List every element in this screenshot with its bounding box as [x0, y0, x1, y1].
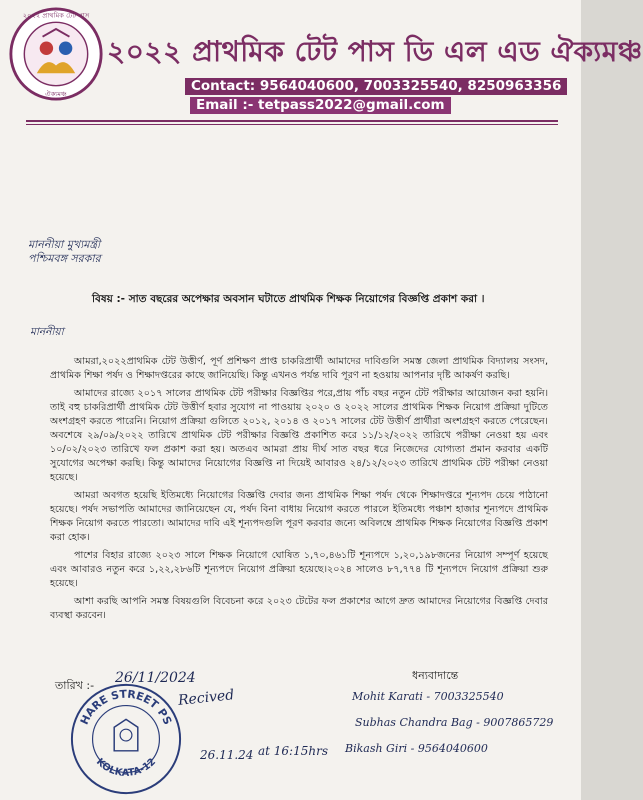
- addressee-block: [28, 238, 101, 266]
- date-value: 26/11/2024: [115, 670, 196, 686]
- letter-subject: বিষয় :- সাত বছরের অপেক্ষার অবসান ঘটাতে প্রাথমিক শিক্ষক নিয়োগের বিজ্ঞপ্তি প্রকাশ করা ।: [92, 293, 485, 305]
- body-paragraph-3: আমরা অবগত হয়েছি ইতিমধ্যে নিয়োগের বিজ্ঞপ্তি দেবার জন্য প্রাথমিক শিক্ষা পর্ষদ থেকে শিক্ষাদপ্তরে শূন্যপদ চেয়ে পাঠানো হয়েছে। পর্ষদ সভাপতি আমাদের জানিয়েছেন যে, পর্ষদ বিনা বাধায় নিয়োগ করতে পারলে ইতিমধ্যে পঞ্চাশ হাজার শূন্যপদে প্রাথমিক শিক্ষক নিয়োগ করতে পারতো। আমাদের দাবি এই শূন্যপদগুলি পূরণ করবার জন্যে অবিলম্বে প্রাথমিক শিক্ষক নিয়োগের বিজ্ঞপ্তি প্রকাশ করা হোক।: [50, 490, 548, 543]
- received-date: 26.11.24: [200, 748, 254, 762]
- received-time: at 16:15hrs: [258, 744, 328, 758]
- signature-3: Bikash Giri - 9564040600: [345, 742, 488, 755]
- letterhead: [0, 0, 643, 150]
- salutation: মাননীয়া: [30, 326, 64, 338]
- body-paragraph-5: আশা করছি আপনি সমস্ত বিষয়গুলি বিবেচনা করে ২০২৩ টেটের ফল প্রকাশের আগে দ্রুত আমাদের নিয়োগের বিজ্ঞপ্তি দেবার ব্যবস্থা করবেন।: [50, 596, 548, 621]
- svg-text:HARE STREET PS: [78, 688, 175, 727]
- contact-numbers: Contact: 9564040600, 7003325540, 8250963356: [185, 78, 567, 95]
- received-note: Recived: [177, 687, 235, 709]
- addressee-line-2: পশ্চিমবঙ্গ সরকার: [28, 252, 101, 265]
- signature-2: Subhas Chandra Bag - 9007865729: [355, 716, 554, 729]
- header-divider: [26, 120, 558, 122]
- stamp-bottom-text: KOLKATA-12: [93, 756, 159, 779]
- organization-logo: [8, 6, 104, 102]
- stamp-top-text: HARE STREET PS: [77, 687, 175, 727]
- letter-body: [50, 355, 548, 627]
- logo-text-bottom: ঐক্যমঞ্চ: [45, 90, 67, 99]
- organization-title: ২০২২ প্রাথমিক টেট পাস ডি এল এড ঐক্যমঞ্চ: [107, 35, 643, 68]
- addressee-line-1: মাননীয়া মুখ্যমন্ত্রী: [28, 238, 101, 251]
- closing-thanks: ধন্যবাদান্তে: [412, 669, 459, 682]
- date-label: তারিখ :-: [55, 679, 95, 692]
- signature-1: Mohit Karati - 7003325540: [352, 690, 504, 703]
- police-station-stamp: [67, 680, 185, 798]
- contact-email: Email :- tetpass2022@gmail.com: [190, 97, 451, 114]
- header-divider-thin: [26, 124, 558, 125]
- body-paragraph-1: আমরা,২০২২প্রাথমিক টেট উত্তীর্ণ, পূর্ণ প্রশিক্ষণ প্রাপ্ত চাকরিপ্রার্থী আমাদের দাবিগুলি সমস্ত জেলা প্রাথমিক বিদ্যালয় সংসদ, প্রাথমিক শিক্ষা পর্ষদ ও শিক্ষাদপ্তরের কাছে জানিয়েছি। কিন্তু এখনও পর্যন্ত দাবি পূরণ না হওয়ায় আপনার দৃষ্টি আকর্ষণ করছি।: [50, 356, 548, 381]
- logo-text: ২০২২ প্রাথমিক টেট পাস: [22, 11, 90, 20]
- body-paragraph-4: পাশের বিহার রাজ্যে ২০২৩ সালে শিক্ষক নিয়োগে ঘোষিত ১,৭০,৪৬১টি শূন্যপদে ১,২০,১৯৮জনের নিয়োগ সম্পূর্ণ হয়েছে এবং আবারও নতুন করে ১,২২,২৮৬টি শূন্যপদে নিয়োগ প্রক্রিয়া হয়েছে।২০২৪ সালেও ৮৭,৭৭৪ টি শূন্যপদে নিয়োগ প্রক্রিয়া শুরু হয়েছে।: [50, 550, 548, 589]
- body-paragraph-2: আমাদের রাজ্যে ২০১৭ সালের প্রাথমিক টেট পরীক্ষার বিজ্ঞপ্তির পরে,প্রায় পাঁচ বছর নতুন টেট পরীক্ষার আয়োজন করা হয়নি। তাই বহু চাকরিপ্রার্থী প্রাথমিক টেট উত্তীর্ণ হবার সুযোগ না পাওয়ায় ২০২০ ও ২০২২ সালের প্রাথমিক শিক্ষক নিয়োগ প্রক্রিয়া দুটিতে অংশগ্রহণ করতে পারেনি। নিয়োগ প্রক্রিয়া গুলিতে ২০১২, ২০১৪ ও ২০১৭ সালের টেট উত্তীর্ণ প্রার্থীরা অংশগ্রহণ করতে পেরেছেন। অবশেষে ২৯/০৯/২০২২ তারিখে প্রাথমিক টেট পরীক্ষার বিজ্ঞপ্তি প্রকাশিত করে ১১/১২/২০২২ তারিখে পরীক্ষা নেওয়া হয় এবং ১০/০২/২০২৩ তারিখে ফল প্রকাশ করা হয়। অতএব আমরা প্রায় দীর্ঘ সাত বছর ধরে নিজেদের যোগ্যতা প্রমান করবার একটি সুযোগের অপেক্ষা করছি। কিন্তু আমাদের নিয়োগের বিজ্ঞপ্তি না দিয়েই আবারও ২৪/১২/২০২৩ তারিখে প্রাথমিক টেট পরীক্ষা নেওয়া হয়েছে।: [50, 388, 548, 483]
- svg-text:KOLKATA-12: [94, 756, 158, 778]
- emblem-icon: [114, 719, 138, 750]
